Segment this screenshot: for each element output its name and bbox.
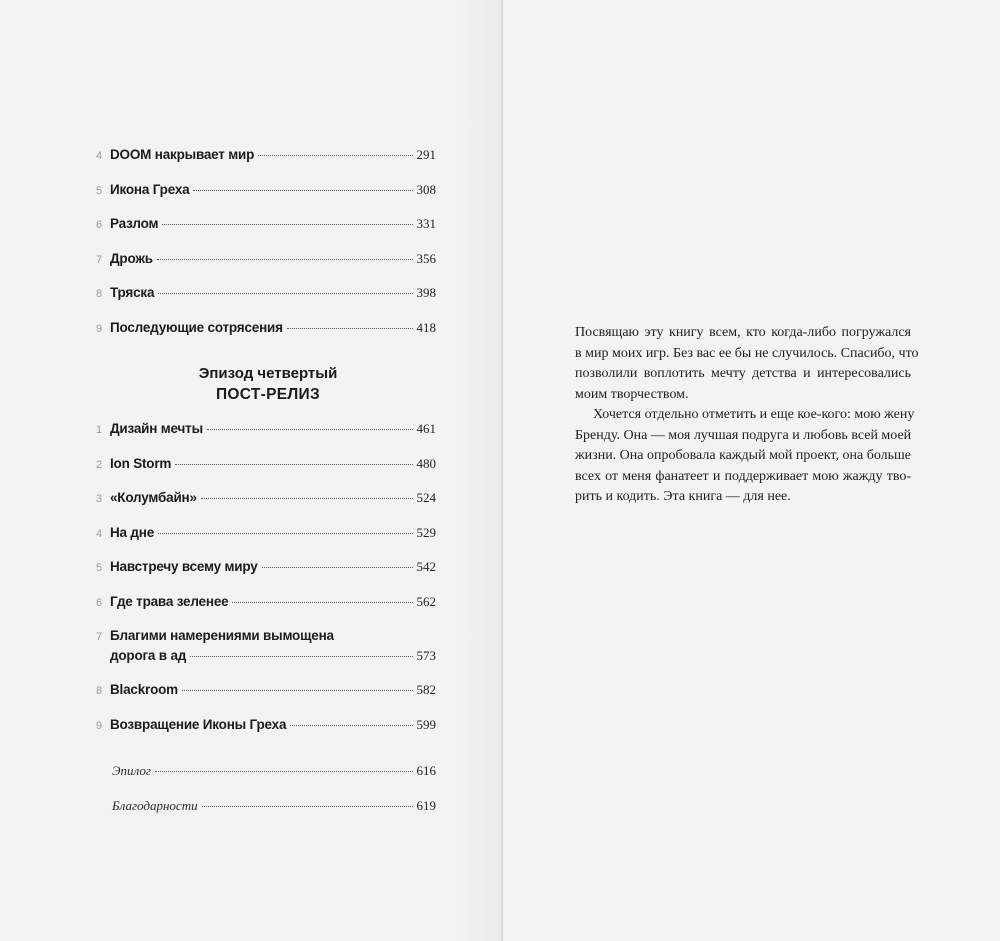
toc-entry-page: 542 — [416, 559, 436, 574]
toc-extra-title: Эпилог — [112, 763, 151, 778]
toc-entry[interactable] — [96, 525, 436, 560]
toc-entry-title: Навстречу всему миру — [110, 559, 258, 574]
dedication-line: позволили воплотить мечту детства и интересовались — [575, 366, 911, 381]
toc-entry-number: 2 — [96, 458, 103, 471]
toc-leader-dots — [158, 533, 412, 534]
toc-entry[interactable] — [96, 490, 436, 525]
toc-entry-title: Разлом — [110, 216, 159, 231]
dedication-line: Посвящаю эту книгу всем, кто когда-либо погружался — [575, 325, 911, 340]
toc-leader-dots — [258, 155, 412, 156]
toc-extras-list — [96, 763, 436, 833]
toc-leader-dots — [155, 771, 413, 772]
episode-heading — [100, 354, 436, 421]
dedication-line: в мир моих игр. Без вас ее бы не случилось. Спасибо, что — [575, 345, 919, 361]
toc-entry[interactable] — [96, 285, 436, 320]
toc-leader-dots — [201, 498, 413, 499]
toc-entry[interactable] — [96, 251, 436, 286]
toc-entry-page: 582 — [416, 682, 436, 697]
right-page — [503, 0, 1000, 941]
toc-leader-dots — [182, 690, 413, 691]
toc-entry-title: Blackroom — [110, 682, 178, 697]
toc-entry-number: 9 — [96, 719, 103, 732]
toc-entry-page: 461 — [416, 421, 436, 436]
toc-entry-title: На дне — [110, 524, 155, 540]
toc-leader-dots — [287, 328, 413, 329]
toc-entry-number: 1 — [96, 424, 103, 436]
toc-entry-page: 398 — [416, 285, 436, 300]
toc-entry-title: Тряска — [110, 285, 155, 300]
toc-entry-number: 6 — [96, 596, 103, 609]
toc-leader-dots — [262, 567, 413, 568]
toc-entry-number: 8 — [96, 288, 103, 300]
toc-leader-dots — [290, 725, 412, 726]
toc-entry-title: Ion Storm — [110, 455, 172, 471]
toc-entry-page: 562 — [416, 593, 436, 609]
toc-entry-page: 529 — [416, 524, 436, 540]
toc-extra-entry[interactable] — [96, 798, 436, 833]
dedication-line: моим творчеством. — [575, 386, 689, 402]
toc-entry[interactable] — [96, 421, 436, 456]
toc-entry[interactable] — [96, 147, 436, 182]
toc-part4-list-continued — [96, 682, 436, 751]
toc-entry-number: 6 — [96, 219, 103, 231]
toc-part3-list — [96, 147, 436, 354]
toc-entry-title-continued: дорога в ад — [110, 648, 187, 663]
table-of-contents — [96, 147, 436, 833]
toc-entry[interactable] — [96, 682, 436, 717]
toc-entry-number: 9 — [96, 322, 103, 335]
toc-leader-dots — [190, 656, 412, 657]
toc-entry-title: Дрожь — [110, 250, 153, 266]
toc-entry-number: 4 — [96, 150, 103, 162]
toc-entry-title: Благими намерениями вымощена — [110, 628, 334, 643]
toc-extra-entry[interactable] — [96, 763, 436, 798]
toc-entry-page: 524 — [416, 490, 436, 505]
toc-leader-dots — [202, 806, 413, 807]
episode-title: Эпизод четвертый — [198, 365, 338, 382]
toc-entry-number: 4 — [96, 527, 103, 540]
gutter-shadow — [460, 0, 501, 941]
toc-entry-number: 3 — [96, 493, 103, 505]
toc-leader-dots — [162, 224, 412, 225]
toc-entry[interactable] — [96, 717, 436, 752]
toc-entry-title: Икона Греха — [110, 181, 190, 197]
dedication-line: жизни. Она опробовала каждый мой проект, она больше — [575, 448, 911, 463]
toc-entry-page: 291 — [416, 147, 436, 162]
toc-entry-page: 308 — [416, 181, 436, 197]
toc-entry-title: DOOM накрывает мир — [110, 147, 255, 162]
toc-entry[interactable] — [96, 594, 436, 629]
toc-entry-title: Дизайн мечты — [110, 421, 203, 436]
toc-extra-page: 616 — [416, 763, 436, 778]
toc-leader-dots — [158, 293, 412, 294]
toc-entry-page: 356 — [416, 250, 436, 266]
toc-entry[interactable] — [96, 559, 436, 594]
toc-entry-title: Где трава зеленее — [110, 593, 229, 609]
toc-entry-page: 418 — [416, 319, 436, 335]
toc-part4-list — [96, 421, 436, 628]
toc-entry[interactable] — [96, 182, 436, 217]
dedication-line: рить и кодить. Эта книга — для нее. — [575, 489, 791, 504]
dedication-line: Бренду. Она — моя лучшая подруга и любовь всей моей — [575, 427, 912, 443]
toc-entry-page: 331 — [416, 216, 436, 231]
toc-entry-number: 8 — [96, 685, 103, 697]
toc-entry-title: Последующие сотрясения — [110, 319, 283, 335]
dedication-line: всех от меня фанатеет и поддерживает мою жажду тво- — [575, 468, 911, 484]
toc-entry-page: 480 — [416, 455, 436, 471]
toc-entry-number: 7 — [96, 253, 103, 266]
toc-extra-title: Благодарности — [112, 798, 198, 813]
toc-leader-dots — [193, 190, 412, 191]
toc-extra-page: 619 — [416, 798, 436, 813]
toc-entry-page: 599 — [416, 716, 436, 732]
toc-entry[interactable] — [96, 320, 436, 355]
episode-subtitle: ПОСТ-РЕЛИЗ — [215, 386, 321, 403]
toc-leader-dots — [232, 602, 412, 603]
toc-entry-title: «Колумбайн» — [110, 490, 197, 505]
toc-leader-dots — [207, 429, 413, 430]
toc-entry-number: 7 — [96, 631, 103, 643]
toc-entry-page: 573 — [416, 648, 436, 663]
toc-entry-number: 5 — [96, 562, 103, 574]
dedication-line: Хочется отдельно отметить и еще кое-кого: мою жену — [593, 407, 915, 422]
dedication-text — [575, 323, 919, 508]
toc-entry-number: 5 — [96, 184, 103, 197]
toc-leader-dots — [175, 464, 412, 465]
toc-entry[interactable] — [96, 456, 436, 491]
toc-leader-dots — [157, 259, 413, 260]
toc-entry-title: Возвращение Иконы Греха — [110, 716, 287, 732]
toc-entry[interactable] — [96, 628, 436, 682]
toc-entry[interactable] — [96, 216, 436, 251]
